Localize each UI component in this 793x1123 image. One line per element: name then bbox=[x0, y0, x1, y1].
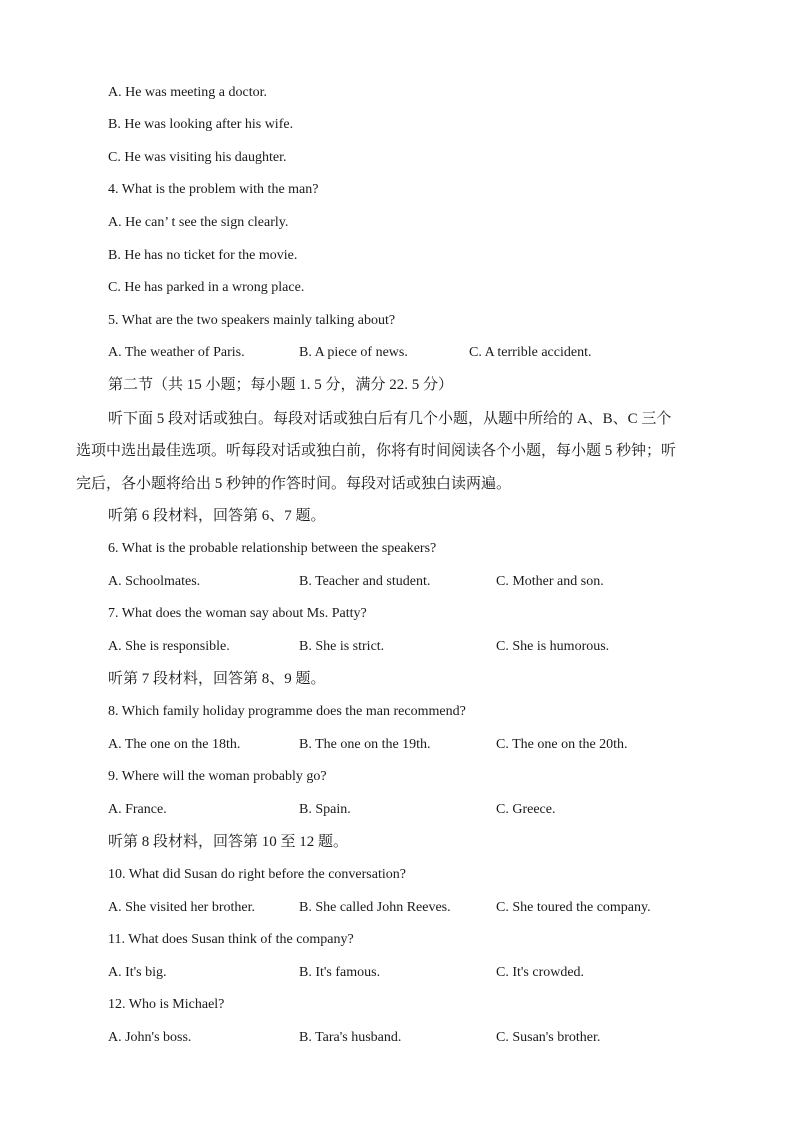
q7-option-a: A. She is responsible. bbox=[108, 639, 230, 654]
q7-option-b: B. She is strict. bbox=[299, 639, 385, 654]
q12-option-a: A. John's boss. bbox=[108, 1030, 192, 1045]
q5-option-c: C. A terrible accident. bbox=[469, 345, 592, 360]
q6-option-b: B. Teacher and student. bbox=[299, 574, 431, 589]
section2-title: 第二节（共 15 小题；每小题 1. 5 分，满分 22. 5 分） bbox=[108, 377, 454, 393]
section2-instruction-line3: 完后，各小题将给出 5 秒钟的作答时间。每段对话或独白读两遍。 bbox=[76, 476, 512, 492]
q5-option-b: B. A piece of news. bbox=[299, 345, 408, 360]
group6-heading: 听第 6 段材料，回答第 6、7 题。 bbox=[108, 508, 326, 524]
q4-option-c: C. He has parked in a wrong place. bbox=[108, 280, 305, 295]
q9-stem: 9. Where will the woman probably go? bbox=[108, 769, 327, 784]
q10-option-b: B. She called John Reeves. bbox=[299, 900, 451, 915]
q5-option-a: A. The weather of Paris. bbox=[108, 345, 245, 360]
q12-option-b: B. Tara's husband. bbox=[299, 1030, 402, 1045]
q11-option-a: A. It's big. bbox=[108, 965, 167, 980]
section2-instruction-line1: 听下面 5 段对话或独白。每段对话或独白后有几个小题，从题中所给的 A、B、C 三个 bbox=[108, 411, 672, 427]
q9-option-b: B. Spain. bbox=[299, 802, 351, 817]
q7-option-c: C. She is humorous. bbox=[496, 639, 610, 654]
q11-option-b: B. It's famous. bbox=[299, 965, 381, 980]
q7-stem: 7. What does the woman say about Ms. Patty? bbox=[108, 606, 367, 621]
q9-option-a: A. France. bbox=[108, 802, 167, 817]
q5-stem: 5. What are the two speakers mainly talking about? bbox=[108, 313, 396, 328]
q4-option-a: A. He can’ t see the sign clearly. bbox=[108, 215, 289, 230]
q6-option-a: A. Schoolmates. bbox=[108, 574, 201, 589]
q4-stem: 4. What is the problem with the man? bbox=[108, 182, 319, 197]
group8-heading: 听第 8 段材料，回答第 10 至 12 题。 bbox=[108, 834, 349, 850]
section2-instruction-line2: 选项中选出最佳选项。听每段对话或独白前，你将有时间阅读各个小题，每小题 5 秒钟；听 bbox=[76, 443, 677, 459]
q3-option-c: C. He was visiting his daughter. bbox=[108, 150, 287, 165]
q3-option-b: B. He was looking after his wife. bbox=[108, 117, 294, 132]
q8-option-b: B. The one on the 19th. bbox=[299, 737, 431, 752]
q11-option-c: C. It's crowded. bbox=[496, 965, 585, 980]
group7-heading: 听第 7 段材料，回答第 8、9 题。 bbox=[108, 671, 326, 687]
q8-option-a: A. The one on the 18th. bbox=[108, 737, 241, 752]
q8-stem: 8. Which family holiday programme does the man recommend? bbox=[108, 704, 466, 719]
q12-option-c: C. Susan's brother. bbox=[496, 1030, 601, 1045]
q8-option-c: C. The one on the 20th. bbox=[496, 737, 628, 752]
q6-stem: 6. What is the probable relationship between the speakers? bbox=[108, 541, 437, 556]
q11-stem: 11. What does Susan think of the company? bbox=[108, 932, 354, 947]
q6-option-c: C. Mother and son. bbox=[496, 574, 604, 589]
q10-option-c: C. She toured the company. bbox=[496, 900, 651, 915]
q9-option-c: C. Greece. bbox=[496, 802, 556, 817]
q4-option-b: B. He has no ticket for the movie. bbox=[108, 248, 298, 263]
q3-option-a: A. He was meeting a doctor. bbox=[108, 85, 268, 100]
q10-stem: 10. What did Susan do right before the conversation? bbox=[108, 867, 406, 882]
q12-stem: 12. Who is Michael? bbox=[108, 997, 225, 1012]
q10-option-a: A. She visited her brother. bbox=[108, 900, 255, 915]
